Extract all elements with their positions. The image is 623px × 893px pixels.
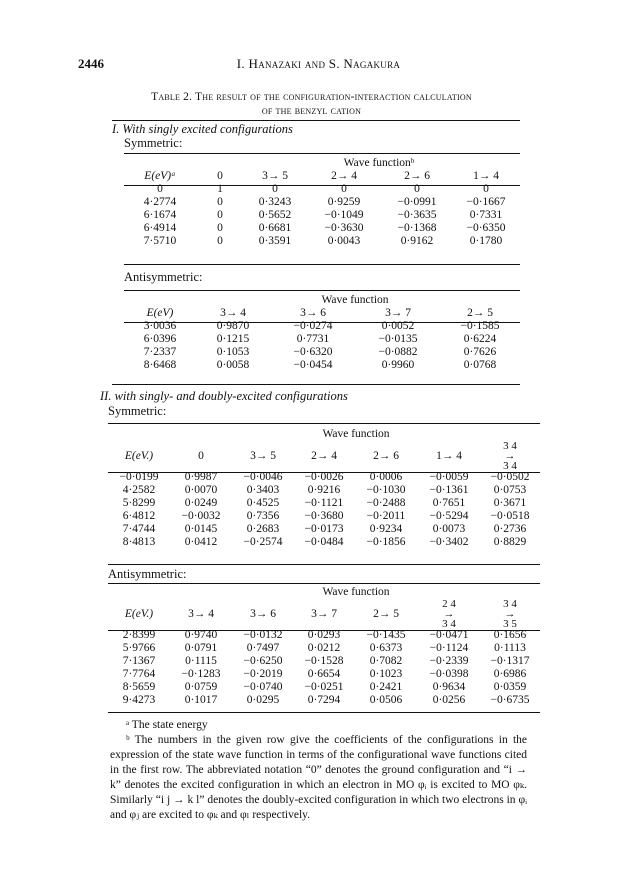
energy-cell: 6·1674 <box>143 209 177 221</box>
energy-cell: 7·2337 <box>143 346 177 358</box>
column-header: 2→ 4 <box>331 170 357 182</box>
rule <box>108 583 540 584</box>
rule <box>124 185 520 186</box>
footnote-b: ᵇ The numbers in the given row give the coefficients of the configurations in the expression of the state wave function in terms of the configurational wave functions cited in the first row. The abbreviated notation “0” denotes the ground configuration and “i → k” denotes the excited configuration in which an electron in MO φᵢ is excited to MO φₖ. Similarly “i j → k l” denotes the doubly-excited configuration in which two electrons in φᵢ and φⱼ are excited to φₖ and φₗ respectively. <box>110 734 527 821</box>
coefficient-cell: 0·3243 <box>258 196 292 208</box>
table-s2-antisymmetric <box>108 586 540 707</box>
coefficient-cell: 0·7082 <box>369 655 403 667</box>
coefficient-cell: 0·0412 <box>184 536 218 548</box>
rule <box>112 384 520 385</box>
coefficient-cell: 0·1017 <box>184 694 218 706</box>
caption-line-1: Table 2. The result of the configuration-interaction calculation <box>151 91 472 103</box>
coefficient-cell: −0·0991 <box>397 196 437 208</box>
coefficient-cell: 0·6373 <box>369 642 403 654</box>
section2-symmetric-label: Symmetric: <box>108 404 167 418</box>
column-header: 3→ 6 <box>300 307 326 319</box>
table-header-row <box>124 170 520 183</box>
coefficient-cell: 0·6986 <box>493 668 527 680</box>
coefficient-cell: 0 <box>217 209 223 221</box>
energy-cell: 8·6468 <box>143 359 177 371</box>
energy-cell: 0 <box>157 183 163 195</box>
column-header: 3→ 4 <box>188 607 214 620</box>
coefficient-cell: 0·0249 <box>184 497 218 509</box>
coefficient-cell: −0·1667 <box>466 196 506 208</box>
energy-cell: 2·8399 <box>122 629 156 641</box>
column-header: 1→ 4 <box>436 449 462 462</box>
table-row <box>108 642 540 655</box>
page-number: 2446 <box>78 56 104 71</box>
coefficient-cell: 0 <box>341 183 347 195</box>
coefficient-cell: 0·0256 <box>432 694 466 706</box>
coefficient-cell: 0·0759 <box>184 681 218 693</box>
column-header: 1→ 4 <box>473 170 499 182</box>
coefficient-cell: 0·1113 <box>494 642 526 654</box>
coefficient-cell: −0·0026 <box>304 471 344 483</box>
coefficient-cell: 0·9960 <box>381 359 415 371</box>
table-s2-symmetric <box>108 428 540 549</box>
coefficient-cell: −0·0518 <box>490 510 530 522</box>
coefficient-cell: −0·1856 <box>366 536 406 548</box>
table-row <box>108 510 540 523</box>
energy-cell: 6·4914 <box>143 222 177 234</box>
coefficient-cell: −0·6250 <box>243 655 283 667</box>
coefficient-cell: 0·0753 <box>493 484 527 496</box>
running-title: I. Hanazaki and S. Nagakura <box>236 56 401 71</box>
coefficient-cell: −0·6350 <box>466 222 506 234</box>
coefficient-cell: 0 <box>217 235 223 247</box>
coefficient-cell: −0·2019 <box>243 668 283 680</box>
energy-cell: 4·2774 <box>143 196 177 208</box>
coefficient-cell: 0·1656 <box>493 629 527 641</box>
energy-cell: 3·0036 <box>143 320 177 332</box>
section1-title: I. With singly excited configurations <box>112 122 293 136</box>
coefficient-cell: 0·7356 <box>246 510 280 522</box>
section1-antisymmetric-label: Antisymmetric: <box>124 270 203 284</box>
coefficient-cell: 0 <box>483 183 489 195</box>
footnotes <box>110 718 527 823</box>
coefficient-cell: −0·6735 <box>490 694 530 706</box>
coefficient-cell: −0·0132 <box>243 629 283 641</box>
coefficient-cell: −0·3402 <box>429 536 469 548</box>
coefficient-cell: 0·2736 <box>493 523 527 535</box>
coefficient-cell: 0·0043 <box>327 235 361 247</box>
coefficient-cell: −0·1435 <box>366 629 406 641</box>
coefficient-cell: 0·0295 <box>246 694 280 706</box>
coefficient-cell: −0·0398 <box>429 668 469 680</box>
coefficient-cell: 0·3591 <box>258 235 292 247</box>
table-header-row <box>108 599 540 629</box>
column-header: 2→ 6 <box>404 170 430 182</box>
coefficient-cell: −0·1585 <box>460 320 500 332</box>
coefficient-cell: 0·0506 <box>369 694 403 706</box>
rule <box>124 322 520 323</box>
coefficient-cell: 0·2421 <box>369 681 403 693</box>
coefficient-cell: −0·1124 <box>429 642 469 654</box>
energy-cell: 7·1367 <box>122 655 156 667</box>
rule <box>108 630 540 631</box>
coefficient-cell: 0·9740 <box>184 629 218 641</box>
table-body <box>124 183 520 248</box>
energy-cell: 6·0396 <box>143 333 177 345</box>
double-excitation-header: 2 4 → 3 4 <box>442 598 456 630</box>
coefficient-cell: 0·8829 <box>493 536 527 548</box>
table-row <box>108 681 540 694</box>
double-excitation-header: 3 4 → 3 4 <box>503 440 517 472</box>
coefficient-cell: 0·6654 <box>307 668 341 680</box>
energy-cell: 5·8299 <box>122 497 156 509</box>
coefficient-cell: 0·0145 <box>184 523 218 535</box>
coefficient-cell: 0·7497 <box>246 642 280 654</box>
section2-antisymmetric-label: Antisymmetric: <box>108 567 187 581</box>
coefficient-cell: 0·9870 <box>216 320 250 332</box>
coefficient-cell: 0·9234 <box>369 523 403 535</box>
coefficient-cell: 0·4525 <box>246 497 280 509</box>
coefficient-cell: 0·9987 <box>184 471 218 483</box>
coefficient-cell: 0·3671 <box>493 497 527 509</box>
column-header: 2→ 6 <box>373 449 399 462</box>
coefficient-cell: 0·0768 <box>463 359 497 371</box>
rule <box>124 264 520 265</box>
energy-cell: 4·2582 <box>122 484 156 496</box>
coefficient-cell: −0·3680 <box>304 510 344 522</box>
coefficient-cell: −0·1317 <box>490 655 530 667</box>
table-row <box>108 655 540 668</box>
coefficient-cell: −0·0032 <box>181 510 221 522</box>
column-header: 0 <box>198 449 204 462</box>
rule <box>124 153 520 154</box>
coefficient-cell: 0 <box>217 222 223 234</box>
energy-cell: 8·5659 <box>122 681 156 693</box>
coefficient-cell: 1 <box>217 183 223 195</box>
table-header-row <box>108 441 540 471</box>
coefficient-cell: −0·0046 <box>243 471 283 483</box>
rule <box>108 564 540 565</box>
coefficient-cell: −0·2339 <box>429 655 469 667</box>
rule <box>124 290 520 291</box>
coefficient-cell: 0·0052 <box>381 320 415 332</box>
column-header: 3→ 6 <box>250 607 276 620</box>
coefficient-cell: 0·0058 <box>216 359 250 371</box>
coefficient-cell: 0·1115 <box>185 655 217 667</box>
coefficient-cell: −0·0454 <box>293 359 333 371</box>
coefficient-cell: −0·1361 <box>429 484 469 496</box>
column-header: 3→ 7 <box>311 607 337 620</box>
coefficient-cell: −0·0274 <box>293 320 333 332</box>
table-row <box>124 235 520 248</box>
coefficient-cell: 0·0293 <box>307 629 341 641</box>
coefficient-cell: −0·3630 <box>324 222 364 234</box>
coefficient-cell: −0·1283 <box>181 668 221 680</box>
coefficient-cell: 0·1215 <box>216 333 250 345</box>
coefficient-cell: −0·2011 <box>366 510 406 522</box>
energy-cell: 7·4744 <box>122 523 156 535</box>
energy-cell: 8·4813 <box>122 536 156 548</box>
table-row <box>108 497 540 510</box>
table-bottom-rule <box>108 712 540 713</box>
coefficient-cell: 0·5652 <box>258 209 292 221</box>
coefficient-cell: 0·0070 <box>184 484 218 496</box>
energy-cell: 9·4273 <box>122 694 156 706</box>
column-header: 2→ 4 <box>311 449 337 462</box>
energy-cell: −0·0199 <box>119 471 159 483</box>
coefficient-cell: 0·0212 <box>307 642 341 654</box>
table-row <box>124 222 520 235</box>
coefficient-cell: 0·1053 <box>216 346 250 358</box>
coefficient-cell: 0·7331 <box>469 209 503 221</box>
coefficient-cell: −0·1030 <box>366 484 406 496</box>
rule <box>108 423 540 424</box>
wave-function-header: Wave function <box>322 586 390 598</box>
coefficient-cell: 0·1023 <box>369 668 403 680</box>
coefficient-cell: 0·9216 <box>307 484 341 496</box>
coefficient-cell: 0·7294 <box>307 694 341 706</box>
table-row <box>124 346 520 359</box>
energy-header: E(eV.) <box>124 449 154 462</box>
coefficient-cell: 0·6681 <box>258 222 292 234</box>
section1-symmetric-label: Symmetric: <box>124 136 183 150</box>
coefficient-cell: 0 <box>414 183 420 195</box>
table-row <box>124 196 520 209</box>
coefficient-cell: −0·2574 <box>243 536 283 548</box>
column-header: 3→ 4 <box>220 307 246 319</box>
table-top-rule <box>112 120 520 121</box>
table-s1-antisymmetric <box>124 294 520 372</box>
energy-cell: 5·9766 <box>122 642 156 654</box>
footnote-a: ᵃ The state energy <box>126 719 208 731</box>
coefficient-cell: 0·0073 <box>432 523 466 535</box>
coefficient-cell: −0·1049 <box>324 209 364 221</box>
table-row <box>108 536 540 549</box>
column-header: 3→ 5 <box>250 449 276 462</box>
coefficient-cell: −0·1368 <box>397 222 437 234</box>
table-row <box>108 668 540 681</box>
table-row <box>124 333 520 346</box>
column-header: 0 <box>217 170 223 182</box>
table-body <box>108 471 540 549</box>
table-body <box>108 629 540 707</box>
coefficient-cell: 0·1780 <box>469 235 503 247</box>
table-row <box>108 484 540 497</box>
coefficient-cell: −0·0251 <box>304 681 344 693</box>
column-header: 3→ 7 <box>385 307 411 319</box>
coefficient-cell: −0·0471 <box>429 629 469 641</box>
table-row <box>124 359 520 372</box>
column-header: 3→ 5 <box>262 170 288 182</box>
coefficient-cell: −0·0484 <box>304 536 344 548</box>
column-header: 2→ 5 <box>373 607 399 620</box>
table-s1-symmetric <box>124 157 520 248</box>
section2-title: II. with singly- and doubly-excited configurations <box>100 389 348 403</box>
double-excitation-header: 3 4 → 3 5 <box>503 598 517 630</box>
column-header: 2→ 5 <box>467 307 493 319</box>
coefficient-cell: 0·0359 <box>493 681 527 693</box>
coefficient-cell: 0·9634 <box>432 681 466 693</box>
coefficient-cell: 0·0791 <box>184 642 218 654</box>
caption-line-2: of the benzyl cation <box>261 105 362 117</box>
table-row <box>108 523 540 536</box>
coefficient-cell: −0·0502 <box>490 471 530 483</box>
coefficient-cell: −0·0882 <box>378 346 418 358</box>
coefficient-cell: 0·0006 <box>369 471 403 483</box>
coefficient-cell: −0·0059 <box>429 471 469 483</box>
table-row <box>124 209 520 222</box>
wave-function-header: Wave functionᵇ <box>343 157 415 169</box>
rule <box>108 472 540 473</box>
coefficient-cell: −0·3635 <box>397 209 437 221</box>
coefficient-cell: −0·6320 <box>293 346 333 358</box>
wave-function-header: Wave function <box>322 428 390 440</box>
energy-header: E(eV) <box>146 307 174 319</box>
table-caption <box>108 90 515 118</box>
coefficient-cell: −0·2488 <box>366 497 406 509</box>
coefficient-cell: −0·0135 <box>378 333 418 345</box>
energy-cell: 7·7764 <box>122 668 156 680</box>
coefficient-cell: −0·0173 <box>304 523 344 535</box>
energy-header: E(eV.) <box>124 607 154 620</box>
table-body <box>124 320 520 372</box>
coefficient-cell: 0·7626 <box>463 346 497 358</box>
coefficient-cell: 0 <box>272 183 278 195</box>
coefficient-cell: −0·1121 <box>304 497 344 509</box>
coefficient-cell: −0·5294 <box>429 510 469 522</box>
coefficient-cell: −0·0740 <box>243 681 283 693</box>
energy-header: E(eV)ᵃ <box>144 170 176 182</box>
coefficient-cell: 0·9162 <box>400 235 434 247</box>
table-header-row <box>124 307 520 320</box>
coefficient-cell: 0·7651 <box>432 497 466 509</box>
coefficient-cell: 0·9259 <box>327 196 361 208</box>
coefficient-cell: 0 <box>217 196 223 208</box>
coefficient-cell: −0·1528 <box>304 655 344 667</box>
energy-cell: 6·4812 <box>122 510 156 522</box>
wave-function-header: Wave function <box>321 294 389 306</box>
coefficient-cell: 0·3403 <box>246 484 280 496</box>
coefficient-cell: 0·6224 <box>463 333 497 345</box>
energy-cell: 7·5710 <box>143 235 177 247</box>
coefficient-cell: 0·2683 <box>246 523 280 535</box>
coefficient-cell: 0·7731 <box>296 333 330 345</box>
table-row <box>108 694 540 707</box>
